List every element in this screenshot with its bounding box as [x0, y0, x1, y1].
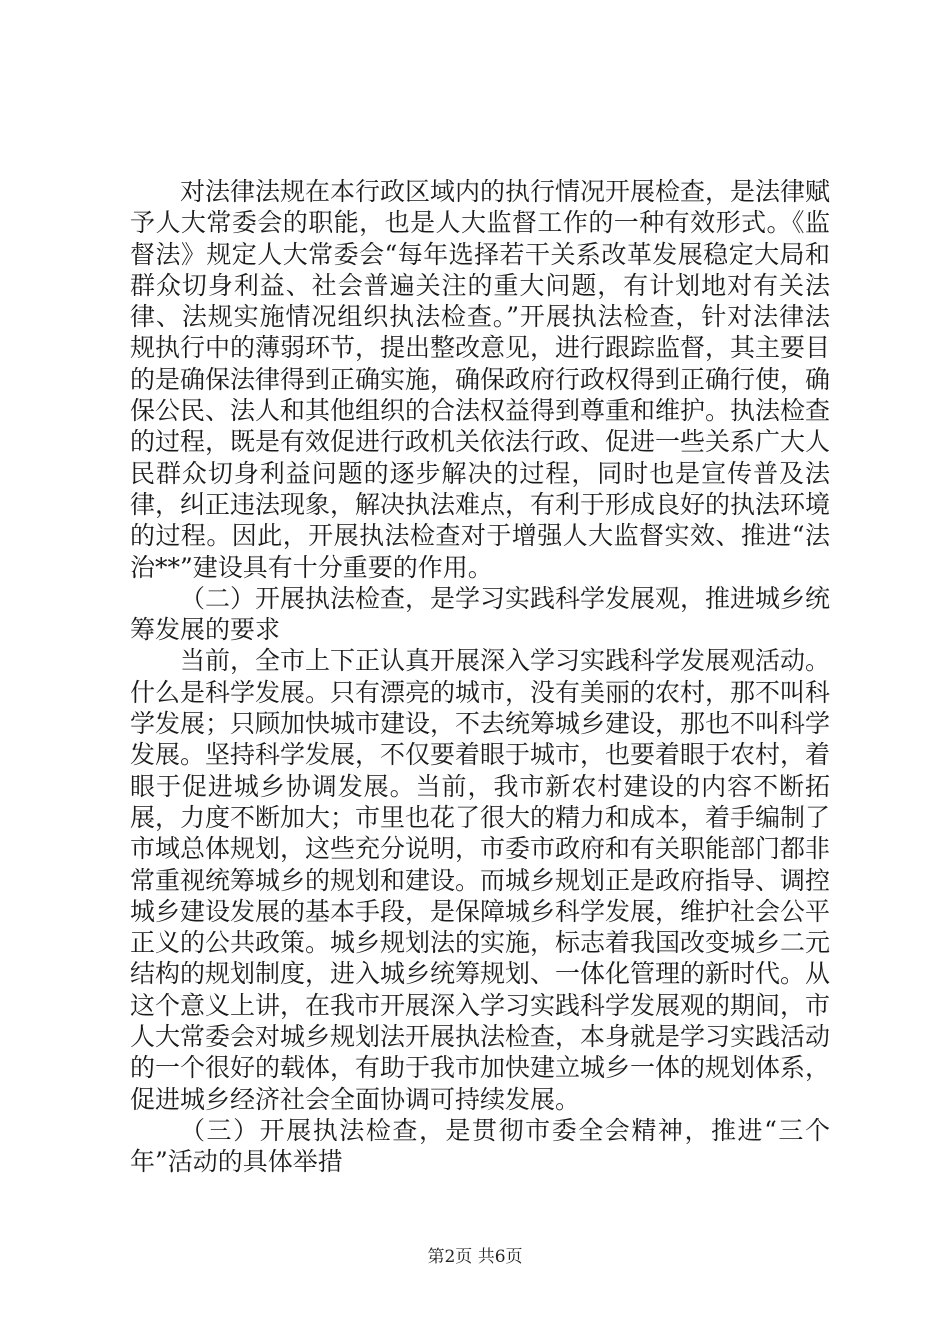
- paragraph-law-enforcement-inspection: 对法律法规在本行政区域内的执行情况开展检查，是法律赋予人大常委会的职能，也是人大监督工作的一种有效形式。《监督法》规定人大常委会“每年选择若干关系改革发展稳定大局和群众切身利益、社会普遍关注的重大问题，有计划地对有关法律、法规实施情况组织执法检查。”开展执法检查，针对法律法规执行中的薄弱环节，提出整改意见，进行跟踪监督，其主要目的是确保法律得到正确实施，确保政府行政权得到正确行使，确保公民、法人和其他组织的合法权益得到尊重和维护。执法检查的过程，既是有效促进行政机关依法行政、促进一些关系广大人民群众切身利益问题的逐步解决的过程，同时也是宣传普及法律，纠正违法现象，解决执法难点，有利于形成良好的执法环境的过程。因此，开展执法检查对于增强人大监督实效、推进“法治**”建设具有十分重要的作用。: [130, 177, 831, 582]
- heading-section-two: （二）开展执法检查，是学习实践科学发展观，推进城乡统筹发展的要求: [130, 583, 831, 645]
- document-body: [130, 176, 830, 1178]
- page-footer: 第2页 共6页: [427, 1247, 523, 1267]
- paragraph-scientific-development: 当前，全市上下正认真开展深入学习实践科学发展观活动。什么是科学发展。只有漂亮的城市，没有美丽的农村，那不叫科学发展；只顾加快城市建设，不去统筹城乡建设，那也不叫科学发展。坚持科学发展，不仅要着眼于城市，也要着眼于农村，着眼于促进城乡协调发展。当前，我市新农村建设的内容不断拓展，力度不断加大；市里也花了很大的精力和成本，着手编制了市域总体规划，这些充分说明，市委市政府和有关职能部门都非常重视统筹城乡的规划和建设。而城乡规划正是政府指导、调控城乡建设发展的基本手段，是保障城乡科学发展，维护社会公平正义的公共政策。城乡规划法的实施，标志着我国改变城乡二元结构的规划制度，进入城乡统筹规划、一体化管理的新时代。从这个意义上讲，在我市开展深入学习实践科学发展观的期间，市人大常委会对城乡规划法开展执法检查，本身就是学习实践活动的一个很好的载体，有助于我市加快建立城乡一体的规划体系，促进城乡经济社会全面协调可持续发展。: [130, 646, 831, 1114]
- heading-section-three: （三）开展执法检查，是贯彻市委全会精神，推进“三个年”活动的具体举措: [130, 1115, 830, 1177]
